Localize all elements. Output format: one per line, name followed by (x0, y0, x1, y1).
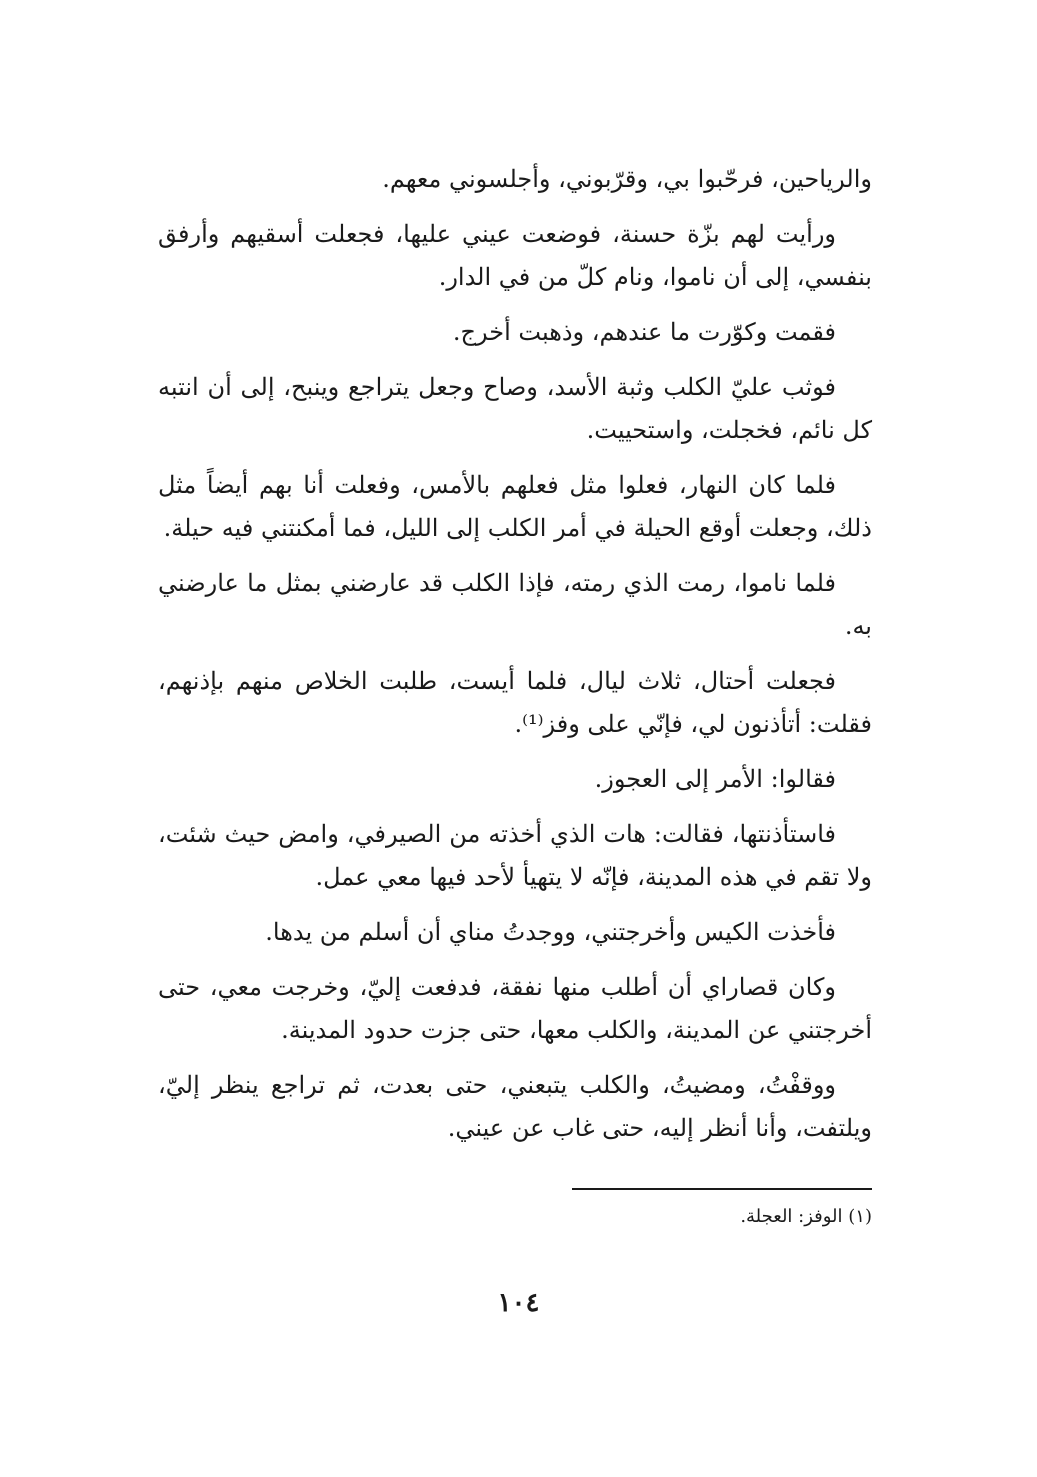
main-text (158, 158, 872, 1162)
paragraph: فاستأذنتها، فقالت: هات الذي أخذته من الصيرفي، وامض حيث شئت، ولا تقم في هذه المدينة، فإنّه لا يتهيأ لأحد فيها معي عمل. (158, 820, 872, 891)
footnote-divider (572, 1188, 872, 1190)
paragraph: فأخذت الكيس وأخرجتني، ووجدتُ مناي أن أسلم من يدها. (265, 918, 836, 946)
paragraph: وكان قصاراي أن أطلب منها نفقة، فدفعت إليّ، وخرجت معي، حتى أخرجتني عن المدينة، والكلب معها، حتى جزت حدود المدينة. (158, 973, 872, 1044)
paragraph: والرياحين، فرحّبوا بي، وقرّبوني، وأجلسوني معهم. (382, 165, 872, 193)
paragraph: ووقفْتُ، ومضيتُ، والكلب يتبعني، حتى بعدت، ثم تراجع ينظر إليّ، ويلتفت، وأنا أنظر إليه، حتى غاب عن عيني. (158, 1071, 872, 1142)
paragraph: فلما ناموا، رمت الذي رمته، فإذا الكلب قد عارضني بمثل ما عارضني به. (158, 569, 872, 640)
paragraph: فقالوا: الأمر إلى العجوز. (594, 765, 836, 793)
paragraph: فوثب عليّ الكلب وثبة الأسد، وصاح وجعل يتراجع وينبح، إلى أن انتبه كل نائم، فخجلت، واستحييت. (158, 373, 872, 444)
paragraph: فجعلت أحتال، ثلاث ليال، فلما أيست، طلبت الخلاص منهم بإذنهم، فقلت: أتأذنون لي، فإنّي على وفز⁽¹⁾. (158, 667, 872, 738)
paragraph: فلما كان النهار، فعلوا مثل فعلهم بالأمس، وفعلت أنا بهم أيضاً مثل ذلك، وجعلت أوقع الحيلة في أمر الكلب إلى الليل، فما أمكنتني فيه حيلة. (158, 471, 872, 542)
footnote: (١) الوفز: العجلة. (740, 1206, 872, 1227)
page-number: ١٠٤ (497, 1288, 540, 1318)
paragraph: ورأيت لهم بزّة حسنة، فوضعت عيني عليها، فجعلت أسقيهم وأرفق بنفسي، إلى أن ناموا، ونام كلّ من في الدار. (158, 220, 872, 291)
paragraph: فقمت وكوّرت ما عندهم، وذهبت أخرج. (452, 318, 836, 346)
